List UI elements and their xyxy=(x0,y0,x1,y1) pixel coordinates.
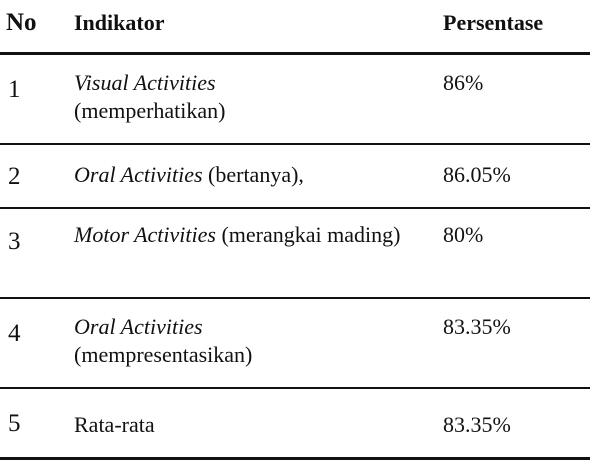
row-indicator xyxy=(74,411,424,439)
table-row xyxy=(0,209,590,299)
indicator-name: Oral Activities xyxy=(74,162,203,187)
indicator-detail: (merangkai mading) xyxy=(221,222,401,247)
indicator-detail: (mempresentasikan) xyxy=(74,342,253,367)
indicator-detail: (bertanya), xyxy=(208,162,304,187)
row-percentage: 86% xyxy=(443,70,484,95)
row-indicator xyxy=(74,313,424,369)
indicator-name: Motor Activities xyxy=(74,222,216,247)
header-persentase: Persentase xyxy=(443,10,544,35)
row-percentage: 86.05% xyxy=(443,162,511,187)
row-number: 3 xyxy=(8,228,21,255)
header-indikator: Indikator xyxy=(74,10,165,35)
table-row xyxy=(0,55,590,145)
table-row-average xyxy=(0,389,590,460)
row-percentage: 83.35% xyxy=(443,412,511,437)
indicator-name: Visual Activities xyxy=(74,70,216,95)
table-row xyxy=(0,299,590,389)
indicator-name: Oral Activities xyxy=(74,314,203,339)
row-number: 1 xyxy=(8,76,21,103)
row-number: 4 xyxy=(8,320,21,347)
row-indicator xyxy=(74,221,424,249)
row-number: 5 xyxy=(8,410,21,437)
row-percentage: 80% xyxy=(443,222,484,247)
row-indicator xyxy=(74,161,424,189)
table-header xyxy=(0,0,590,55)
row-percentage: 83.35% xyxy=(443,314,511,339)
indicator-detail: Rata-rata xyxy=(74,412,155,437)
table-row xyxy=(0,145,590,209)
row-indicator xyxy=(74,69,424,125)
indicator-detail: (memperhatikan) xyxy=(74,98,226,123)
header-no: No xyxy=(6,9,37,36)
row-number: 2 xyxy=(8,163,21,190)
